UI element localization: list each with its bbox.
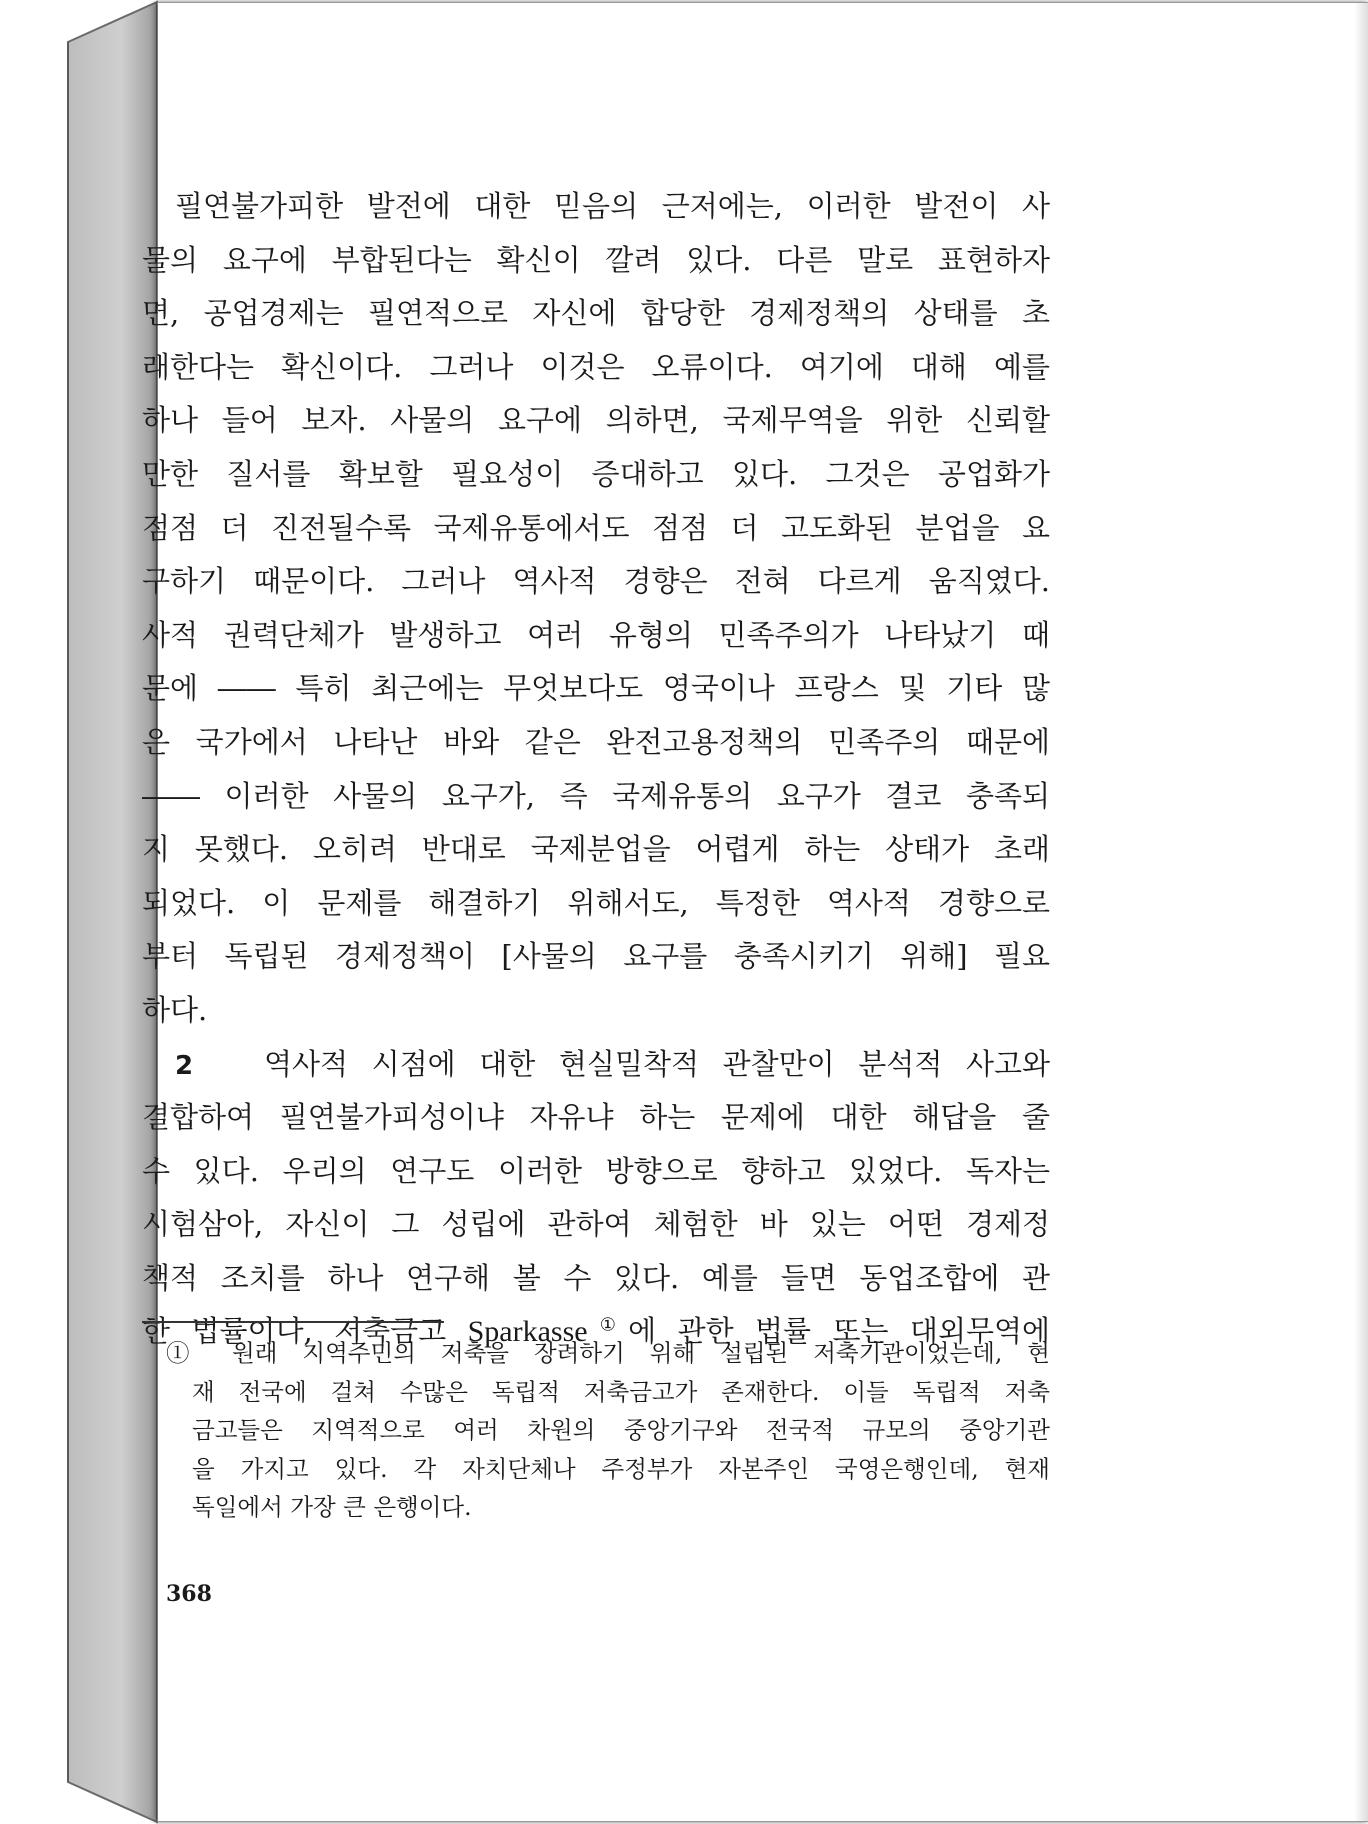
- text-line: 하다.: [142, 992, 208, 1027]
- footnote-line: ① 원래 지역주민의 저축을 장려하기 위해 설립된 저축기관이었는데, 현: [166, 1339, 1050, 1367]
- text-line: 은 국가에서 나타난 바와 같은 완전고용정책의 민족주의 때문에: [142, 724, 1050, 759]
- page-number: 368: [166, 1581, 212, 1607]
- text-line: 책적 조치를 하나 연구해 볼 수 있다. 예를 들면 동업조합에 관: [142, 1260, 1050, 1295]
- footnote-line: 독일에서 가장 큰 은행이다.: [192, 1493, 472, 1522]
- text-line: 문에 ―― 특히 최근에는 무엇보다도 영국이나 프랑스 및 기타 많: [142, 671, 1050, 706]
- footnote-line: 을 가지고 있다. 각 자치단체나 주정부가 자본주인 국영은행인데, 현재: [192, 1454, 1050, 1483]
- text-line: 시험삼아, 자신이 그 성립에 관하여 체험한 바 있는 어떤 경제정: [142, 1207, 1050, 1242]
- text-line: 필연불가피한 발전에 대한 믿음의 근저에는, 이러한 발전이 사: [175, 189, 1050, 223]
- text-line: 만한 질서를 확보할 필요성이 증대하고 있다. 그것은 공업화가: [142, 456, 1050, 491]
- body-text: [142, 180, 1050, 1359]
- text-line: 물의 요구에 부합된다는 확신이 깔려 있다. 다른 말로 표현하자: [142, 242, 1050, 277]
- text-line: 면, 공업경제는 필연적으로 자신에 합당한 경제정책의 상태를 초: [142, 296, 1050, 331]
- footnote: [166, 1334, 1050, 1527]
- text-line: 결합하여 필연불가피성이냐 자유냐 하는 문제에 대한 해답을 줄: [142, 1100, 1050, 1135]
- text-line: 되었다. 이 문제를 해결하기 위해서도, 특정한 역사적 경향으로: [142, 885, 1050, 920]
- paragraph-number: 2: [175, 1050, 194, 1081]
- text-segment: 한 법률이나, 저축금고: [142, 1314, 468, 1349]
- text-line: 지 못했다. 오히려 반대로 국제분업을 어렵게 하는 상태가 초래: [142, 832, 1050, 867]
- text-line: 구하기 때문이다. 그러나 역사적 경향은 전혀 다르게 움직였다.: [142, 564, 1050, 599]
- text-segment: 역사적 시점에 대한 현실밀착적 관찰만이 분석적 사고와: [263, 1046, 1050, 1081]
- text-line: ―― 이러한 사물의 요구가, 즉 국제유통의 요구가 결코 충족되: [142, 778, 1050, 813]
- book-spine: [0, 0, 160, 1824]
- text-segment: 에 관한 법률 또는 대외무역에: [628, 1314, 1050, 1349]
- text-line: 사적 권력단체가 발생하고 여러 유형의 민족주의가 나타났기 때: [142, 617, 1050, 652]
- text-line: 래한다는 확신이다. 그러나 이것은 오류이다. 여기에 대해 예를: [142, 349, 1050, 384]
- text-line: 점점 더 진전될수록 국제유통에서도 점점 더 고도화된 분업을 요: [142, 510, 1050, 545]
- foreign-term: Sparkasse: [467, 1315, 588, 1349]
- text-line: 부터 독립된 경제정책이 [사물의 요구를 충족시키기 위해] 필요: [142, 939, 1050, 974]
- paragraph-2-first-line: [142, 1038, 1050, 1092]
- footnote-divider: [142, 1321, 444, 1323]
- footnote-line: 재 전국에 걸쳐 수많은 독립적 저축금고가 존재한다. 이들 독립적 저축: [192, 1377, 1050, 1406]
- footnote-line: 금고들은 지역적으로 여러 차원의 중앙기구와 전국적 규모의 중앙기관: [192, 1416, 1050, 1445]
- footnote-reference[interactable]: ①: [587, 1314, 629, 1336]
- page-edge-shade: [1354, 3, 1368, 1821]
- text-line: 하나 들어 보자. 사물의 요구에 의하면, 국제무역을 위한 신뢰할: [142, 403, 1050, 438]
- text-line: 수 있다. 우리의 연구도 이러한 방향으로 향하고 있었다. 독자는: [142, 1153, 1050, 1188]
